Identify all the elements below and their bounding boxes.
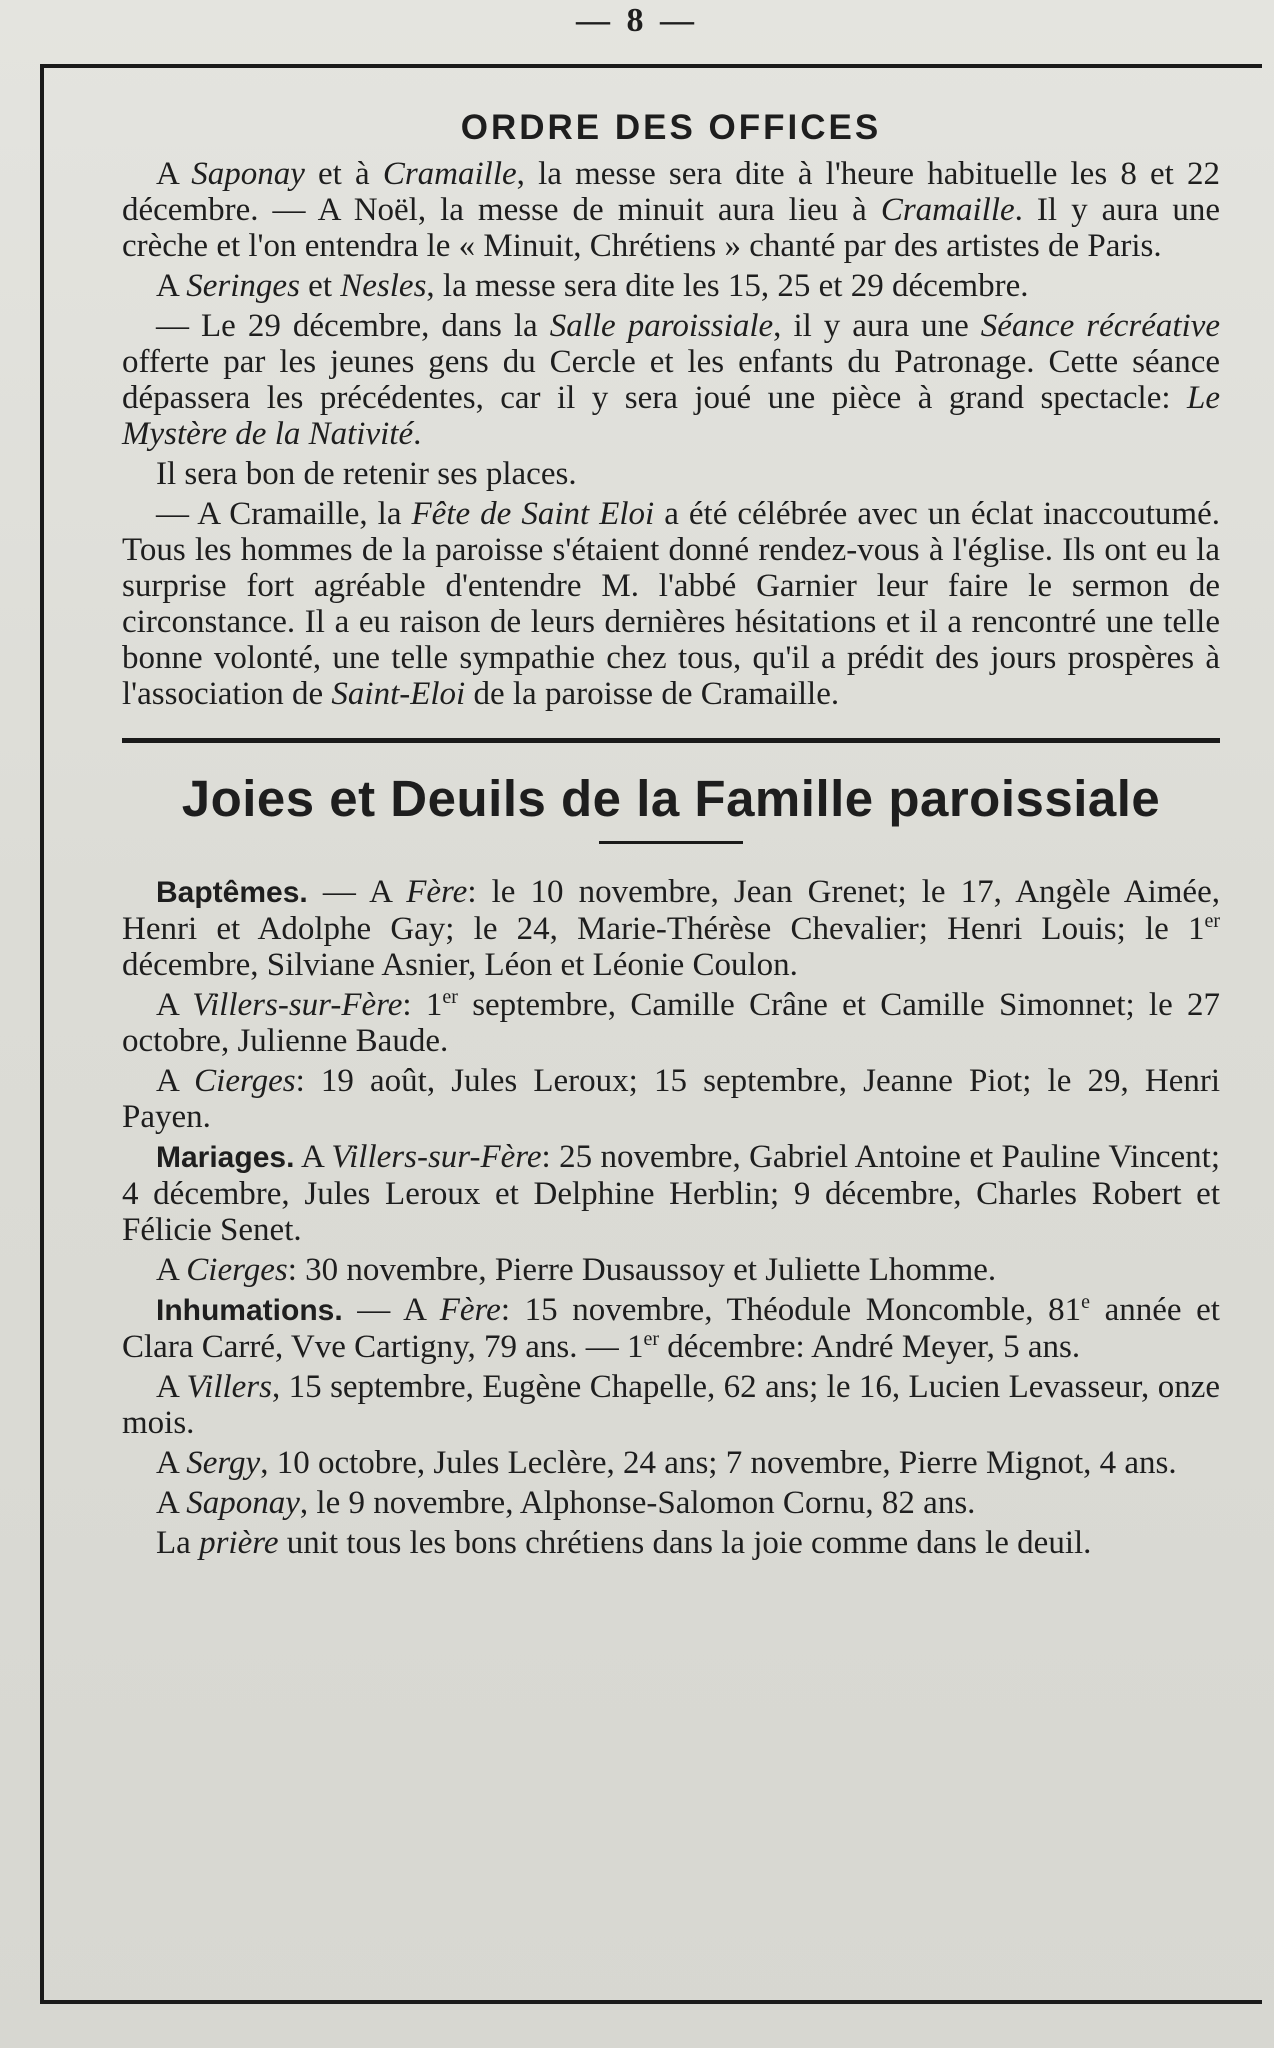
offices-paragraph-5: — A Cramaille, la Fête de Saint Eloi a été célébrée avec un éclat inaccoutumé. Tous les hommes de la paroisse s'étaient donné rendez-vous à l'église. Ils ont eu la surprise fort agréable d'entendre M. l'abbé Garnier leur faire le sermon de circonstance. Il a eu raison de leurs dernières hésitations et il a rencontré une telle bonne volonté, une telle sympathie chez tous, qu'il a prédit des jours prospères à l'association de Saint-Eloi de la paroisse de Cramaille. (122, 496, 1220, 712)
offices-paragraph-1: A Saponay et à Cramaille, la messe sera dite à l'heure habituelle les 8 et 22 décembre. — A Noël, la messe de minuit aura lieu à Cramaille. Il y aura une crèche et l'on entendra le « Minuit, Chrétiens » chanté par des artistes de Paris. (122, 156, 1221, 264)
offices-paragraph-4: Il sera bon de retenir ses places. (156, 456, 577, 492)
joies-heading: Joies et Deuils de la Famille paroissiale (181, 770, 1161, 827)
mariages-cierges: A Cierges: 30 novembre, Pierre Dusaussoy et Juliette Lhomme. (156, 1252, 997, 1288)
page-number: — 8 — (576, 2, 698, 39)
inhumations-saponay: A Saponay, le 9 novembre, Alphonse-Salomon Cornu, 82 ans. (156, 1485, 976, 1521)
section-divider (122, 738, 1220, 743)
offices-paragraph-2: A Seringes et Nesles, la messe sera dite les 15, 25 et 29 décembre. (156, 268, 1029, 304)
baptemes-paragraph: Baptêmes. — A Fère: le 10 novembre, Jean Grenet; le 17, Angèle Aimée, Henri et Adolphe Gay; le 24, Marie-Thérèse Chevalier; Henri Louis; le 1er décembre, Silviane Asnier, Léon et Léonie Coulon. (122, 874, 1220, 983)
baptemes-cierges: A Cierges: 19 août, Jules Leroux; 15 septembre, Jeanne Piot; le 29, Henri Payen. (122, 1063, 1220, 1135)
baptemes-villers: A Villers-sur-Fère: 1er septembre, Camille Crâne et Camille Simonnet; le 27 octobre, Julienne Baude. (122, 986, 1221, 1059)
offices-paragraph-3: — Le 29 décembre, dans la Salle paroissiale, il y aura une Séance récréative offerte par les jeunes gens du Cercle et les enfants du Patronage. Cette séance dépassera les précédentes, car il y sera joué une pièce à grand spectacle: Le Mystère de la Nativité. (122, 308, 1220, 452)
heading-underline (599, 841, 743, 844)
closing-paragraph: La prière unit tous les bons chrétiens dans la joie comme dans le deuil. (156, 1525, 1092, 1561)
mariages-paragraph: Mariages. A Villers-sur-Fère: 25 novembre, Gabriel Antoine et Pauline Vincent; 4 décembre, Jules Leroux et Delphine Herblin; 9 décembre, Charles Robert et Félicie Senet. (122, 1139, 1220, 1248)
inhumations-paragraph: Inhumations. — A Fère: 15 novembre, Théodule Moncomble, 81e année et Clara Carré, Vve Cartigny, 79 ans. — 1er décembre: André Meyer, 5 ans. (122, 1291, 1220, 1365)
inhumations-sergy: A Sergy, 10 octobre, Jules Leclère, 24 ans; 7 novembre, Pierre Mignot, 4 ans. (156, 1445, 1177, 1481)
offices-heading: ORDRE DES OFFICES (460, 108, 882, 147)
inhumations-villers: A Villers, 15 septembre, Eugène Chapelle, 62 ans; le 16, Lucien Levasseur, onze mois. (122, 1369, 1220, 1441)
article-content (122, 106, 1220, 1565)
